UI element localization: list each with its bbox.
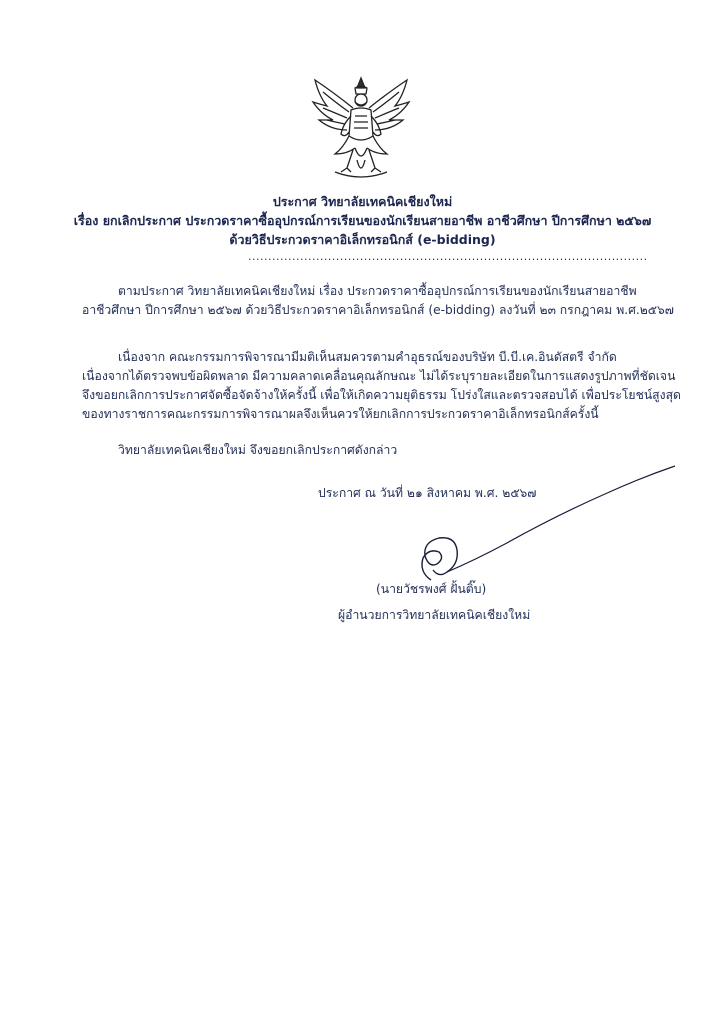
paragraph2-line3: จึงขอยกเลิกการประกาศจัดซื้อจัดจ้างให้ครั้งนี้ เพื่อให้เกิดความยุติธรรม โปร่งใสและตรวจสอบได้ เพื่อประโยชน์สูงสุด: [82, 388, 681, 402]
paragraph1-line1: ตามประกาศ วิทยาลัยเทคนิคเชียงใหม่ เรื่อง ประกวดราคาซื้ออุปกรณ์การเรียนของนักเรียนสายอาชีพ: [118, 284, 637, 298]
announcement-title: ประกาศ วิทยาลัยเทคนิคเชียงใหม่: [272, 194, 453, 209]
separator-line: ....................................................................................................: [248, 250, 648, 263]
signature-icon: [395, 460, 685, 590]
date-line: ประกาศ ณ วันที่ ๒๑ สิงหาคม พ.ศ. ๒๕๖๗: [318, 486, 537, 500]
paragraph2-line2: เนื่องจากได้ตรวจพบข้อผิดพลาด มีความคลาดเคลื่อนคุณลักษณะ ไม่ได้ระบุรายละเอียดในการแสดงรูปภาพที่ชัดเจน: [82, 369, 676, 383]
signatory-position: ผู้อำนวยการวิทยาลัยเทคนิคเชียงใหม่: [338, 608, 531, 622]
paragraph2-line1: เนื่องจาก คณะกรรมการพิจารณามีมติเห็นสมควรตามคำอุธรณ์ของบริษัท บี.บี.เค.อินดัสตรี จำกัด: [118, 350, 617, 364]
garuda-emblem-icon: [305, 72, 417, 184]
paragraph1-line2: อาชีวศึกษา ปีการศึกษา ๒๕๖๗ ด้วยวิธีประกวดราคาอิเล็กทรอนิกส์ (e-bidding) ลงวันที่ ๒๓ กรกฎาคม พ.ศ.๒๕๖๗: [82, 303, 674, 317]
paragraph3-line1: วิทยาลัยเทคนิคเชียงใหม่ จึงขอยกเลิกประกาศดังกล่าว: [118, 443, 398, 457]
signatory-name: (นายวัชรพงศ์ ฝั้นติ๊บ): [376, 582, 487, 596]
announcement-method: ด้วยวิธีประกวดราคาอิเล็กทรอนิกส์ (e-bidding): [229, 232, 496, 247]
announcement-subject: เรื่อง ยกเลิกประกาศ ประกวดราคาซื้ออุปกรณ์การเรียนของนักเรียนสายอาชีพ อาชีวศึกษา ปีการศึกษา ๒๕๖๗: [73, 213, 652, 228]
paragraph2-line4: ของทางราชการคณะกรรมการพิจารณาผลจึงเห็นควรให้ยกเลิกการประกวดราคาอิเล็กทรอนิกส์ครั้งนี้: [82, 407, 599, 421]
